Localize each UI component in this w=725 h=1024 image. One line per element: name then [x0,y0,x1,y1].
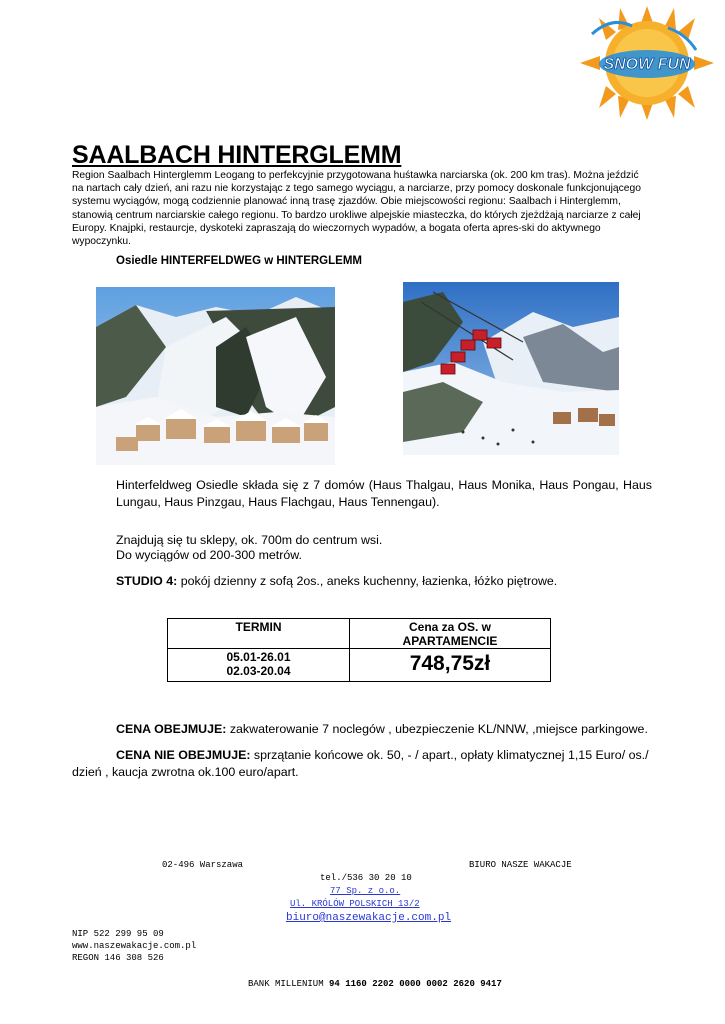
includes-label: CENA OBEJMUJE: [116,722,227,736]
term-cell [168,649,350,682]
footer-city: 02-496 Warszawa [162,860,244,870]
location-line-1: Znajdują się tu sklepy, ok. 700m do centrum wsi. [116,533,383,547]
studio-text: pokój dzienny z sofą 2os., aneks kuchenny, łazienka, łóżko piętrowe. [177,574,558,588]
footer-regon: REGON 146 308 526 [72,953,164,963]
price-cell [350,649,551,682]
studio-info [116,573,557,590]
header-price-line-2: APARTAMENCIE [402,634,498,648]
studio-label: STUDIO 4: [116,574,178,588]
footer-company-link[interactable]: 77 Sp. z o.o. [330,886,401,896]
footer-phone: tel./536 30 20 10 [320,873,412,883]
intro-text: Region Saalbach Hinterglemm Leogang to perfekcyjnie przygotowana huśtawka narciarska (ok. 200 km tras). Można jeździć na nartach cały dzień, ani razu nie korzystając z tego samego wyciągu, a narciarze, przy pomocy doskonale funkcjonującego systemu wyciągów, mogą codziennie planować inną trasę zjazdów. Obie miejscowości regionu: Saalbach i Hinterglemm, stanowią centrum narciarskie całego regionu. To bardzo urokliwe alpejskie miasteczka, do których zjeżdżają narciarze z całej Europy. Knajpki, restaurcje, dyskoteki zapraszają do wieczornych wypadów, a bogata oferta apres-ski do aktywnego wypoczynku. [72,170,641,248]
gondola-lift-photo [403,282,619,455]
excludes-label: CENA NIE OBEJMUJE: [116,748,251,762]
table-row [168,649,551,682]
footer-bank [248,979,502,989]
location-line-2: Do wyciągów od 200-300 metrów. [116,548,302,562]
bank-label: BANK MILLENIUM [248,979,330,989]
includes-text: zakwaterowanie 7 noclegów , ubezpieczenie KL/NNW, ,miejsce parkingowe. [226,722,648,736]
header-termin: TERMIN [168,619,350,649]
footer-nip: NIP 522 299 95 09 [72,929,164,939]
price-includes [116,721,648,738]
bank-account-number: 94 1160 2202 0000 0002 2620 9417 [329,979,502,989]
header-price-line-1: Cena za OS. w [408,620,492,634]
footer-agency-name: BIURO NASZE WAKACJE [469,860,572,870]
svg-text:SNOW FUN: SNOW FUN [603,56,691,73]
section-subtitle: Osiedle HINTERFELDWEG w HINTERGLEMM [116,255,362,267]
excludes-text: sprzątanie końcowe ok. 50, - / apart., opłaty klimatycznej 1,15 Euro/ os./ dzień , kaucja zwrotna ok.100 euro/apart. [72,748,649,779]
footer-street-link[interactable]: Ul. KRÓLÓW POLSKICH 13/2 [290,899,420,909]
snow-fun-logo [572,4,722,122]
description-text: Hinterfeldweg Osiedle składa się z 7 domów (Haus Thalgau, Haus Monika, Haus Pongau, Haus Lungau, Haus Pinzgau, Haus Flachgau, Haus Tennengau). [116,478,652,509]
term-2: 02.03-20.04 [226,664,291,678]
table-header-row [168,619,551,649]
footer-email-link[interactable]: biuro@naszewakacje.com.pl [286,912,452,924]
header-price [350,619,551,649]
footer-website: www.naszewakacje.com.pl [72,941,197,951]
price-excludes [72,747,654,781]
term-1: 05.01-26.01 [226,650,291,664]
page-title: SAALBACH HINTERGLEMM [72,141,402,169]
price-table [167,618,551,682]
ski-slope-photo [96,287,335,465]
price-value: 748,75zł [409,652,491,675]
